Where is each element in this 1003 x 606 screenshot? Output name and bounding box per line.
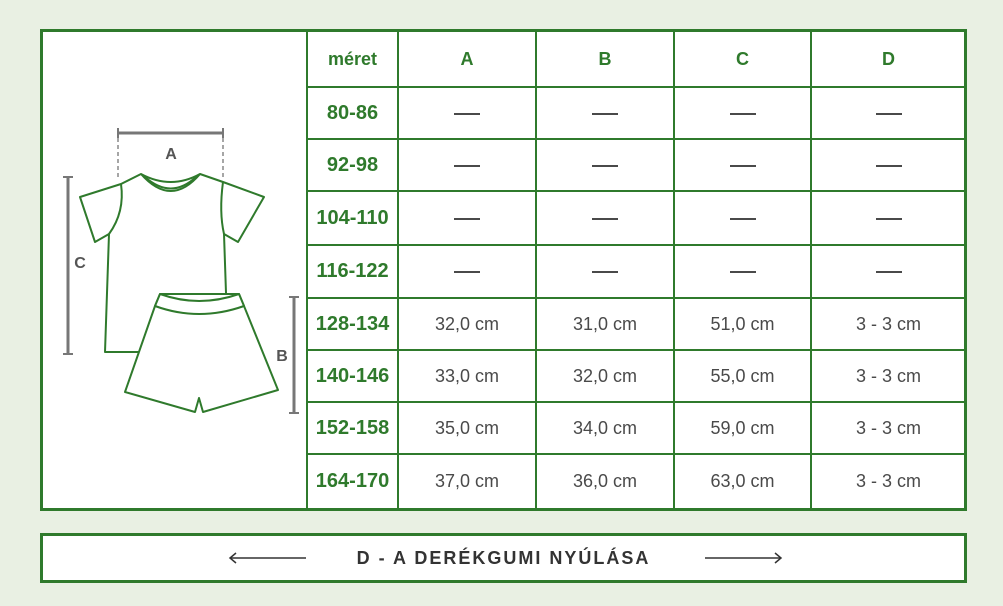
header-d: D <box>811 32 965 87</box>
measure-b <box>276 297 299 413</box>
value-cell-b: 31,0 cm <box>536 298 674 350</box>
arrow-right-icon <box>703 550 783 566</box>
header-size: méret <box>307 32 398 87</box>
empty-dash <box>454 218 480 220</box>
table-row <box>307 402 965 454</box>
size-cell: 128-134 <box>307 298 398 350</box>
value-cell-a: 33,0 cm <box>398 350 536 402</box>
value-cell-a <box>398 87 536 139</box>
value-cell-b <box>536 87 674 139</box>
value-cell-d: 3 - 3 cm <box>811 402 965 454</box>
value-cell-d: 3 - 3 cm <box>811 350 965 402</box>
label-a: A <box>165 146 177 163</box>
empty-dash <box>592 271 618 273</box>
header-c: C <box>674 32 811 87</box>
value-cell-b <box>536 245 674 298</box>
size-cell: 116-122 <box>307 245 398 298</box>
empty-dash <box>876 165 902 167</box>
value-cell-b <box>536 139 674 191</box>
value-cell-a <box>398 191 536 245</box>
header-row <box>307 32 965 87</box>
table-row <box>307 350 965 402</box>
empty-dash <box>876 113 902 115</box>
value-cell-c <box>674 245 811 298</box>
value-cell-d <box>811 139 965 191</box>
empty-dash <box>730 113 756 115</box>
value-cell-a <box>398 139 536 191</box>
table-row <box>307 191 965 245</box>
empty-dash <box>730 165 756 167</box>
label-b: B <box>276 348 288 365</box>
empty-dash <box>592 113 618 115</box>
table-row <box>307 87 965 139</box>
empty-dash <box>592 165 618 167</box>
value-cell-b: 32,0 cm <box>536 350 674 402</box>
empty-dash <box>730 218 756 220</box>
empty-dash <box>592 218 618 220</box>
empty-dash <box>730 271 756 273</box>
size-cell: 92-98 <box>307 139 398 191</box>
value-cell-c: 59,0 cm <box>674 402 811 454</box>
shorts-icon <box>125 294 278 412</box>
value-cell-c: 51,0 cm <box>674 298 811 350</box>
value-cell-a: 37,0 cm <box>398 454 536 508</box>
value-cell-b: 34,0 cm <box>536 402 674 454</box>
value-cell-a: 35,0 cm <box>398 402 536 454</box>
garment-illustration <box>43 32 306 508</box>
table-row <box>307 298 965 350</box>
value-cell-b <box>536 191 674 245</box>
value-cell-c <box>674 87 811 139</box>
empty-dash <box>454 165 480 167</box>
value-cell-b: 36,0 cm <box>536 454 674 508</box>
size-chart <box>40 29 967 511</box>
empty-dash <box>454 113 480 115</box>
table-row <box>307 245 965 298</box>
size-cell: 104-110 <box>307 191 398 245</box>
footer-text: D - A DERÉKGUMI NYÚLÁSA <box>356 548 651 568</box>
value-cell-d: 3 - 3 cm <box>811 298 965 350</box>
empty-dash <box>876 218 902 220</box>
value-cell-c <box>674 139 811 191</box>
size-cell: 164-170 <box>307 454 398 508</box>
empty-dash <box>454 271 480 273</box>
size-cell: 152-158 <box>307 402 398 454</box>
value-cell-c: 63,0 cm <box>674 454 811 508</box>
table-row <box>307 139 965 191</box>
value-cell-d <box>811 191 965 245</box>
footer-banner <box>40 533 967 583</box>
header-b: B <box>536 32 674 87</box>
empty-dash <box>876 271 902 273</box>
label-c: C <box>74 255 86 272</box>
table-row <box>307 454 965 508</box>
size-table <box>306 32 965 508</box>
size-cell: 140-146 <box>307 350 398 402</box>
value-cell-d <box>811 245 965 298</box>
header-a: A <box>398 32 536 87</box>
value-cell-a <box>398 245 536 298</box>
value-cell-a: 32,0 cm <box>398 298 536 350</box>
measure-a <box>118 128 223 180</box>
value-cell-c <box>674 191 811 245</box>
value-cell-d: 3 - 3 cm <box>811 454 965 508</box>
size-cell: 80-86 <box>307 87 398 139</box>
value-cell-d <box>811 87 965 139</box>
value-cell-c: 55,0 cm <box>674 350 811 402</box>
